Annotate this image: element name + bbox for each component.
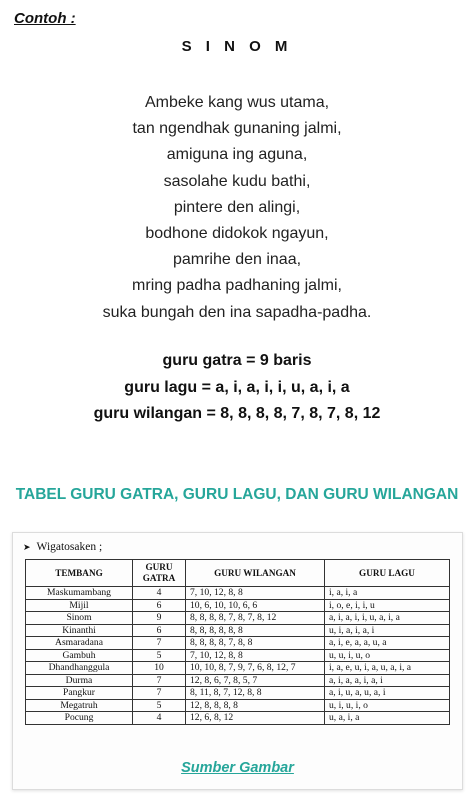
table-row — [26, 587, 450, 600]
table-row — [26, 637, 450, 650]
cell-tembang: Pangkur — [26, 687, 133, 700]
cell-tembang: Sinom — [26, 612, 133, 625]
cell-guru-gatra: 5 — [133, 699, 186, 712]
bullet-arrow-icon: ➤ — [23, 542, 31, 552]
cell-guru-gatra: 5 — [133, 649, 186, 662]
cell-guru-lagu: u, i, a, i, a, i — [325, 624, 450, 637]
cell-guru-wilangan: 8, 11, 8, 7, 12, 8, 8 — [186, 687, 325, 700]
table-row — [26, 674, 450, 687]
poem-line: mring padha padhaning jalmi, — [132, 277, 342, 295]
table-image — [12, 532, 463, 790]
cell-guru-lagu: a, i, u, a, u, a, i — [325, 687, 450, 700]
table-heading-text: Wigatosaken ; — [36, 541, 103, 553]
table-row — [26, 699, 450, 712]
cell-guru-gatra: 6 — [133, 599, 186, 612]
cell-guru-wilangan: 10, 10, 8, 7, 9, 7, 6, 8, 12, 7 — [186, 662, 325, 675]
cell-guru-lagu: i, o, e, i, i, u — [325, 599, 450, 612]
cell-guru-wilangan: 8, 8, 8, 8, 8, 8 — [186, 624, 325, 637]
cell-guru-lagu: a, i, e, a, a, u, a — [325, 637, 450, 650]
poem-line: suka bungah den ina sapadha-padha. — [102, 303, 372, 321]
table-row — [26, 599, 450, 612]
guru-wilangan-rule: guru wilangan = 8, 8, 8, 8, 7, 8, 7, 8, 12 — [93, 405, 381, 422]
cell-guru-wilangan: 12, 8, 6, 7, 8, 5, 7 — [186, 674, 325, 687]
cell-tembang: Gambuh — [26, 649, 133, 662]
source-link[interactable]: Sumber Gambar — [181, 760, 294, 776]
poem-line: tan ngendhak gunaning jalmi, — [132, 120, 342, 138]
cell-guru-wilangan: 10, 6, 10, 10, 6, 6 — [186, 599, 325, 612]
cell-guru-lagu: a, i, a, a, i, a, i — [325, 674, 450, 687]
cell-guru-lagu: u, a, i, a — [325, 712, 450, 725]
cell-tembang: Dhandhanggula — [26, 662, 133, 675]
poem-line: sasolahe kudu bathi, — [163, 172, 311, 190]
table-row — [26, 612, 450, 625]
poem-line: pintere den alingi, — [173, 198, 301, 216]
poem-line: pamrihe den inaa, — [172, 251, 302, 269]
cell-guru-lagu: u, u, i, u, o — [325, 649, 450, 662]
rules-block — [0, 348, 474, 428]
cell-guru-wilangan: 12, 8, 8, 8, 8 — [186, 699, 325, 712]
cell-guru-gatra: 6 — [133, 624, 186, 637]
cell-guru-wilangan: 8, 8, 8, 8, 7, 8, 7, 8, 12 — [186, 612, 325, 625]
guru-lagu-rule: guru lagu = a, i, a, i, i, u, a, i, a — [124, 378, 350, 396]
cell-tembang: Asmaradana — [26, 637, 133, 650]
cell-guru-gatra: 7 — [133, 674, 186, 687]
section-title: TABEL GURU GATRA, GURU LAGU, DAN GURU WILANGAN — [15, 486, 459, 503]
cell-guru-gatra: 7 — [133, 687, 186, 700]
cell-guru-lagu: u, i, u, i, o — [325, 699, 450, 712]
cell-guru-gatra: 4 — [133, 587, 186, 600]
col-header-guru-wilangan: GURU WILANGAN — [186, 560, 325, 587]
cell-guru-wilangan: 7, 10, 12, 8, 8 — [186, 587, 325, 600]
table-body — [26, 587, 450, 725]
cell-guru-lagu: a, i, a, i, i, u, a, i, a — [325, 612, 450, 625]
cell-guru-lagu: i, a, e, u, i, a, u, a, i, a — [325, 662, 450, 675]
col-header-tembang: TEMBANG — [26, 560, 133, 587]
cell-tembang: Maskumambang — [26, 587, 133, 600]
table-header-row — [26, 560, 450, 587]
table-row — [26, 649, 450, 662]
cell-guru-gatra: 4 — [133, 712, 186, 725]
poem-title: S I N O M — [181, 38, 293, 55]
cell-guru-gatra: 7 — [133, 637, 186, 650]
poem-line: bodhone didokok ngayun, — [145, 225, 329, 243]
cell-guru-gatra: 9 — [133, 612, 186, 625]
cell-guru-lagu: i, a, i, a — [325, 587, 450, 600]
table-row — [26, 624, 450, 637]
cell-tembang: Mijil — [26, 599, 133, 612]
poem-body — [0, 90, 474, 326]
cell-tembang: Megatruh — [26, 699, 133, 712]
example-label: Contoh : — [14, 10, 76, 27]
poem-line: Ambeke kang wus utama, — [144, 94, 330, 111]
col-header-guru-gatra: GURU GATRA — [133, 560, 186, 587]
cell-tembang: Pocung — [26, 712, 133, 725]
cell-guru-wilangan: 8, 8, 8, 8, 7, 8, 8 — [186, 637, 325, 650]
cell-guru-wilangan: 12, 6, 8, 12 — [186, 712, 325, 725]
poem-line: amiguna ing aguna, — [166, 146, 308, 164]
cell-guru-gatra: 10 — [133, 662, 186, 675]
table-row — [26, 712, 450, 725]
table-row — [26, 662, 450, 675]
cell-tembang: Kinanthi — [26, 624, 133, 637]
cell-guru-wilangan: 7, 10, 12, 8, 8 — [186, 649, 325, 662]
tembang-table — [25, 559, 450, 725]
guru-gatra-rule: guru gatra = 9 baris — [162, 352, 312, 369]
col-header-guru-lagu: GURU LAGU — [325, 560, 450, 587]
table-row — [26, 687, 450, 700]
cell-tembang: Durma — [26, 674, 133, 687]
table-heading — [23, 541, 102, 553]
